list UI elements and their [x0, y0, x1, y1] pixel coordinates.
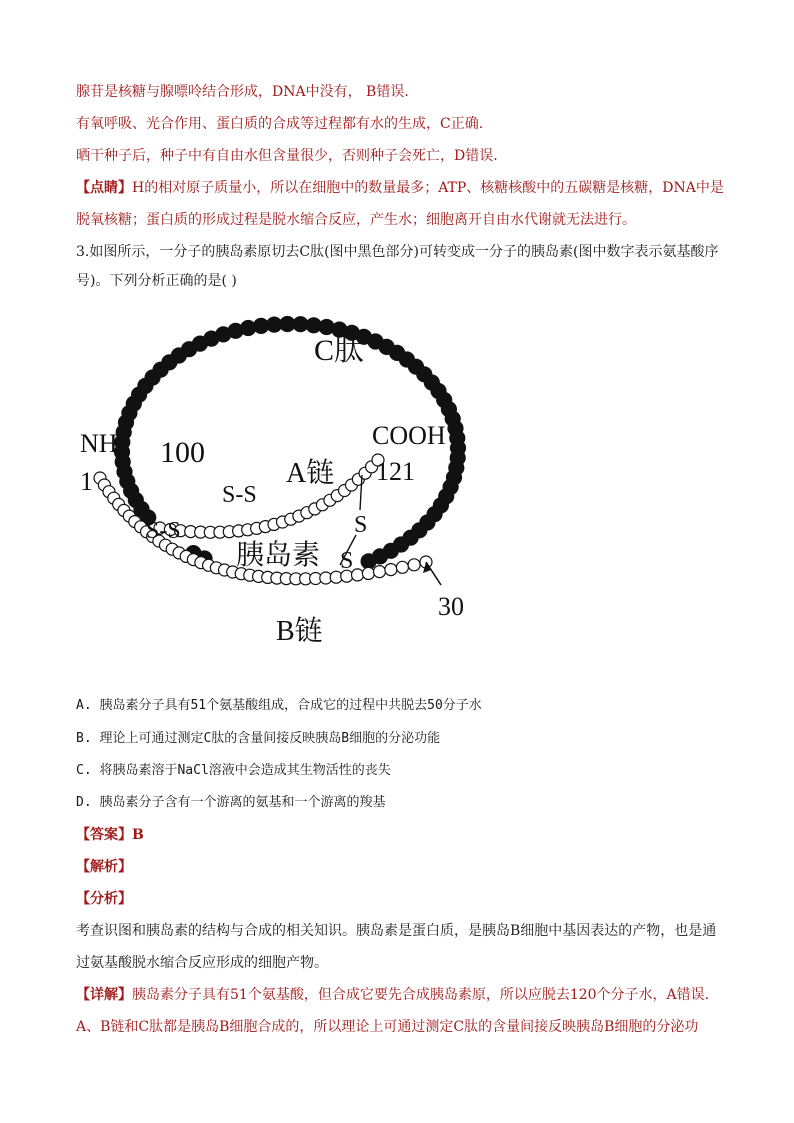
text-line: 腺苷是核糖与腺嘌呤结合形成，DNA中没有， B错误. [76, 84, 409, 100]
cooh-label: COOH [372, 421, 446, 450]
b-chain-bead [374, 566, 386, 578]
b-chain-bead [362, 567, 374, 579]
sulfur-label: S [354, 512, 368, 538]
disulfide-label: S-S [222, 482, 257, 508]
a-chain-label: A链 [286, 458, 335, 489]
residue-30-label: 30 [438, 592, 464, 621]
analysis-line-2: 过氨基酸脱水缩合反应形成的细胞产物。 [76, 955, 328, 971]
arrow-30 [426, 562, 441, 585]
nh2-text: NH [80, 429, 118, 458]
dianjing-line-2: 脱氧核糖；蛋白质的形成过程是脱水缩合反应，产生水；细胞离开自由水代谢就无法进行。 [76, 212, 636, 228]
residue-121-label: 121 [376, 457, 415, 486]
c-peptide-bead [361, 554, 376, 569]
jiexi-tag: 【解析】 [76, 859, 132, 875]
question-line-2: 号)。下列分析正确的是( ) [76, 273, 237, 289]
jiexi-line [76, 858, 132, 876]
text-line: 晒干种子后，种子中有自由水但含量很少，否则种子会死亡，D错误. [76, 148, 498, 164]
answer-line [76, 826, 144, 844]
fenxi-tag: 【分析】 [76, 891, 132, 907]
b-chain-label: B链 [276, 616, 323, 647]
detail-line-2: A、B链和C肽都是胰岛B细胞合成的，所以理论上可通过测定C肽的含量间接反映胰岛B细胞的分泌功 [76, 1019, 699, 1035]
option-c: C. 将胰岛素溶于NaCl溶液中会造成其生物活性的丧失 [76, 763, 391, 778]
sulfur-label: S [340, 548, 354, 574]
option-b: B. 理论上可通过测定C肽的含量间接反映胰岛B细胞的分泌功能 [76, 731, 441, 746]
disulfide-label: S-S [146, 518, 181, 544]
b-chain-bead [408, 559, 420, 571]
fenxi-line [76, 890, 132, 908]
b-chain-bead [396, 561, 408, 573]
detail-text: 胰岛素分子具有51个氨基酸，但合成它要先合成胰岛素原，所以应脱去120个分子水，A错误. [132, 987, 710, 1003]
analysis-line-1: 考查识图和胰岛素的结构与合成的相关知识。胰岛素是蛋白质，是胰岛B细胞中基因表达的产物，也是通 [76, 923, 717, 939]
answer-text: 【答案】B [76, 827, 144, 843]
nh2-subscript: 2 [117, 443, 126, 460]
insulin-label: 胰岛素 [236, 540, 321, 571]
text-line: 有氧呼吸、光合作用、蛋白质的合成等过程都有水的生成，C正确. [76, 116, 484, 132]
insulin-diagram [76, 300, 496, 660]
c-peptide-label: C肽 [314, 334, 365, 367]
residue-100-label: 100 [160, 436, 205, 469]
detail-line-1 [76, 986, 709, 1004]
dianjing-line-1 [76, 179, 724, 197]
dianjing-tag: 【点睛】 [76, 180, 132, 196]
option-a: A. 胰岛素分子具有51个氨基酸组成，合成它的过程中共脱去50分子水 [76, 698, 482, 713]
residue-1-label: 1 [80, 467, 93, 496]
option-d: D. 胰岛素分子含有一个游离的氨基和一个游离的羧基 [76, 795, 386, 810]
question-line-1: 3.如图所示，一分子的胰岛素原切去C肽(图中黑色部分)可转变成一分子的胰岛素(图中数字表示氨基酸序 [76, 244, 719, 260]
dianjing-text: H的相对原子质量小，所以在细胞中的数量最多；ATP、核糖核酸中的五碳糖是核糖，DNA中是 [132, 180, 724, 196]
detail-tag: 【详解】 [76, 987, 132, 1003]
b-chain-bead [385, 564, 397, 576]
